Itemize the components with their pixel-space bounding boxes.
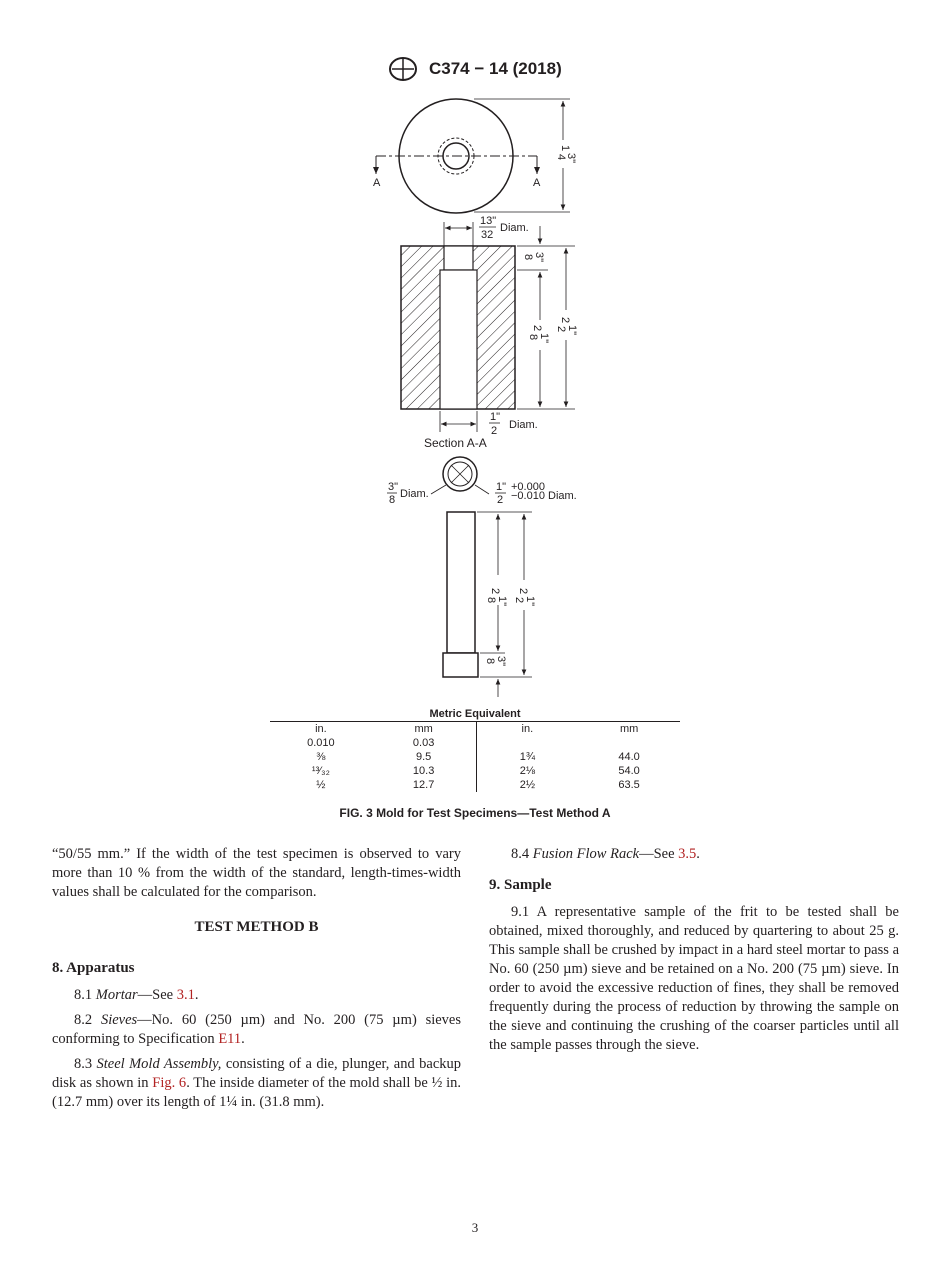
- right-column: [489, 845, 899, 1061]
- svg-text:3": 3": [533, 252, 545, 263]
- ref-3-5-link[interactable]: 3.5: [678, 846, 697, 862]
- table-row: ¹³⁄₃₂ 10.3 2⅛ 54.0: [311, 765, 640, 777]
- figure-caption: FIG. 3 Mold for Test Specimens—Test Method A: [339, 806, 611, 820]
- svg-text:2: 2: [491, 425, 498, 437]
- plunger-end-view: [387, 457, 577, 506]
- dim-1-3-4: [555, 145, 577, 163]
- svg-text:Diam.: Diam.: [509, 419, 538, 431]
- svg-text:1": 1": [496, 596, 508, 607]
- paragraph-8-4: 8.4 Fusion Flow Rack—See 3.5.: [511, 846, 700, 862]
- svg-text:2: 2: [513, 597, 525, 604]
- svg-text:8: 8: [485, 597, 497, 604]
- svg-text:1": 1": [496, 481, 507, 493]
- dim-3-8-plunger: [484, 656, 507, 666]
- designation: C374 − 14 (2018): [428, 59, 562, 78]
- svg-text:3": 3": [565, 153, 577, 164]
- svg-text:1": 1": [490, 411, 501, 423]
- table-header-row: in. mm in. mm: [315, 723, 639, 735]
- page-header: [0, 56, 950, 82]
- svg-text:Diam.: Diam.: [400, 488, 429, 500]
- dim-3-8: [522, 252, 545, 262]
- paragraph-9-1: 9.1 A representative sample of the frit to be tested shall be obtained, mixed thoroughly, and reduced by quartering to about 25 g. This sample shall be crushed by impact in a hard steel mortar to pass a No. 60 (250 µm) sieve and be retained on a No. 200 (75 µm) sieve. In order to avoid the excessive reduction of fines, they shall be removed frequently during the process of reduction by throwing the sample on the sieve and continuing the crushing of the coarser particles until all the sample passes through the sieve.: [489, 904, 899, 1053]
- paragraph-8-1: 8.1 Mortar—See 3.1.: [74, 987, 199, 1003]
- svg-text:2: 2: [489, 588, 501, 595]
- svg-text:2: 2: [497, 494, 504, 506]
- intro-paragraph: “50/55 mm.” If the width of the test specimen is observed to vary more than 10 % from the width of the standard, length-times-width values shall be calculated for the comparison.: [52, 846, 461, 900]
- svg-text:+0.000: +0.000: [511, 481, 545, 493]
- dim-13-32-diam: [444, 215, 529, 246]
- svg-text:13": 13": [480, 215, 497, 227]
- svg-text:8: 8: [527, 334, 539, 341]
- svg-text:1": 1": [566, 325, 578, 336]
- svg-text:32: 32: [481, 229, 494, 241]
- plunger-side-view: [443, 512, 536, 697]
- table-row: ⅜ 9.5 1¾ 44.0: [316, 751, 640, 763]
- section-mark-left: A: [373, 177, 381, 189]
- ref-3-1-link[interactable]: 3.1: [176, 987, 195, 1003]
- page-number: 3: [471, 1220, 479, 1235]
- svg-text:3": 3": [388, 481, 399, 493]
- dim-2-1-2-plunger: [513, 588, 536, 606]
- svg-text:8: 8: [522, 254, 534, 261]
- svg-text:3": 3": [495, 656, 507, 667]
- dim-2-1-8: [527, 325, 550, 343]
- dim-2-1-8-plunger: [485, 588, 508, 606]
- svg-text:−0.010 Diam.: −0.010 Diam.: [511, 490, 577, 502]
- top-view: [373, 99, 577, 213]
- svg-text:4: 4: [555, 154, 567, 161]
- left-column: [52, 845, 461, 1118]
- mold-drawing: [0, 90, 950, 700]
- ref-e11-link[interactable]: E11: [218, 1031, 242, 1047]
- svg-text:8: 8: [389, 494, 396, 506]
- svg-text:2: 2: [517, 588, 529, 595]
- section-label: Section A-A: [424, 436, 487, 450]
- svg-text:2: 2: [531, 325, 543, 332]
- svg-text:2: 2: [555, 326, 567, 333]
- table-row: ½ 12.7 2½ 63.5: [316, 779, 640, 791]
- svg-text:8: 8: [484, 658, 496, 665]
- table-row: 0.010 0.03: [270, 736, 680, 750]
- method-heading: TEST METHOD B: [194, 919, 319, 935]
- metric-table-title: Metric Equivalent: [270, 708, 680, 722]
- section-mark-right: A: [533, 177, 541, 189]
- paragraph-8-3: 8.3 Steel Mold Assembly, consisting of a die, plunger, and backup disk as shown in Fig. 6. The inside diameter of the mold shall be ½ in. (12.7 mm) over its length of 1¼ in. (31.8 mm).: [52, 1056, 462, 1110]
- paragraph-8-2: 8.2 Sieves—No. 60 (250 µm) and No. 200 (75 µm) sieves conforming to Specification E11.: [52, 1012, 462, 1047]
- svg-text:1": 1": [538, 333, 550, 344]
- astm-logo-icon: [388, 56, 418, 82]
- section-view: [401, 226, 578, 450]
- dim-2-1-2: [555, 317, 578, 335]
- ref-fig-6-link[interactable]: Fig. 6: [152, 1075, 187, 1091]
- section-9-heading: 9. Sample: [489, 877, 552, 893]
- metric-equivalent-table: [270, 708, 680, 792]
- section-8-heading: 8. Apparatus: [52, 960, 135, 976]
- svg-text:Diam.: Diam.: [500, 222, 529, 234]
- svg-text:2: 2: [559, 317, 571, 324]
- svg-text:1: 1: [559, 145, 571, 152]
- svg-text:1": 1": [524, 596, 536, 607]
